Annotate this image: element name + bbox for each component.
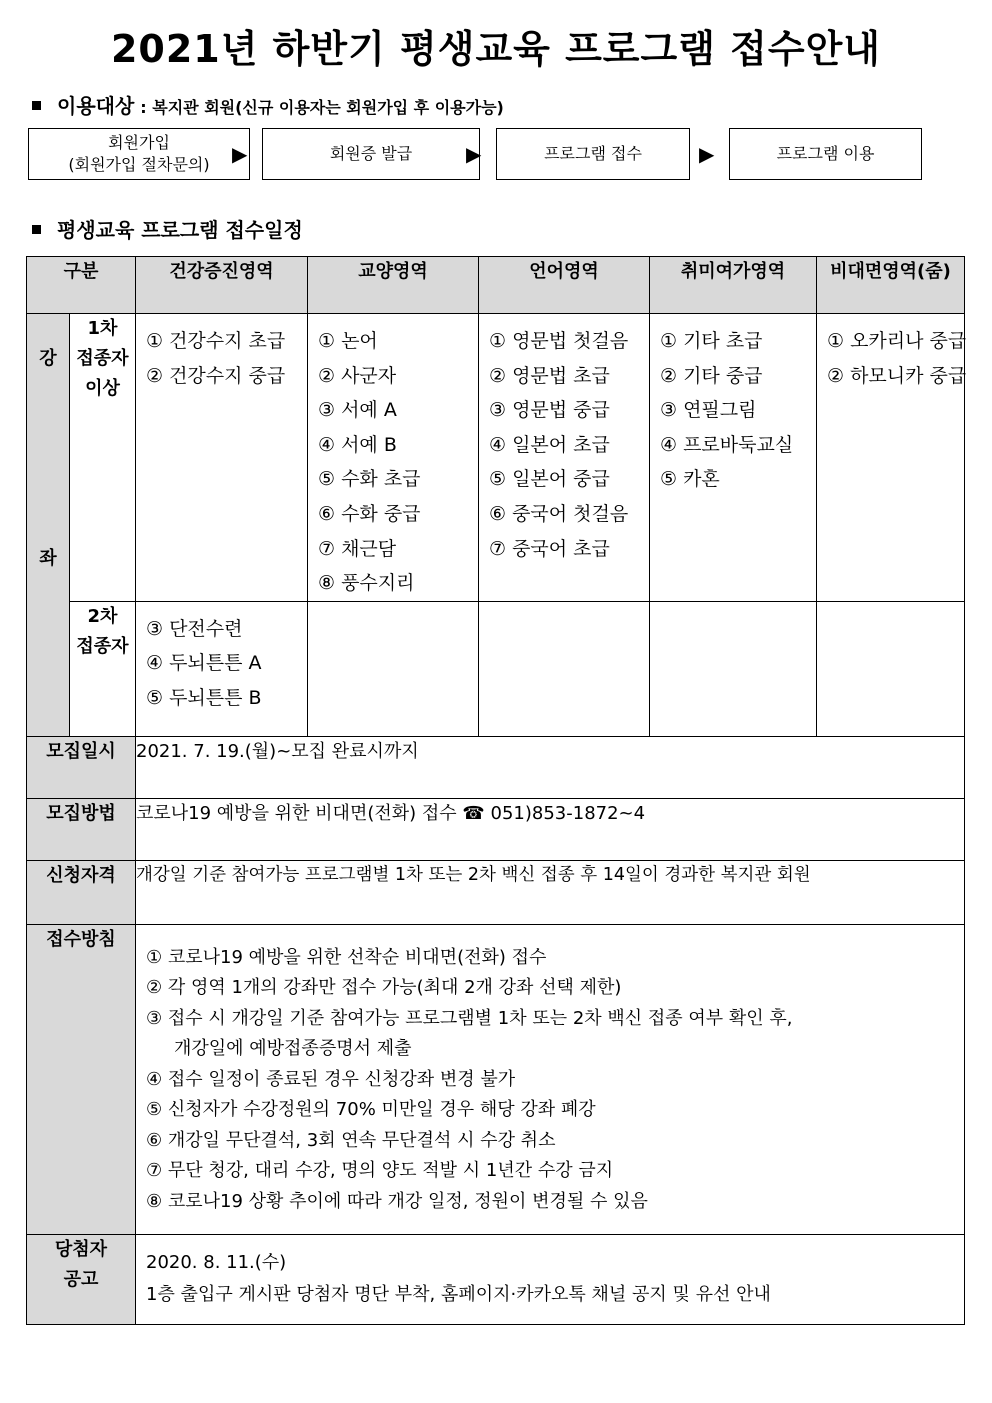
- flow-step-label: 회원증 발급: [329, 144, 413, 163]
- policy-item: ③ 접수 시 개강일 기준 참여가능 프로그램별 1차 또는 2차 백신 접종 여부 확인 후,: [146, 1007, 793, 1029]
- policy-item: ⑥ 개강일 무단결석, 3회 연속 무단결석 시 수강 취소: [146, 1129, 556, 1151]
- policy-label: 접수방침: [27, 924, 136, 1234]
- qualification-label: 신청자격: [27, 860, 136, 924]
- winner-cell: [136, 1234, 965, 1324]
- policy-item: ⑧ 코로나19 상황 추이에 따라 개강 일정, 정원이 변경될 수 있음: [146, 1190, 648, 1212]
- course-item: ⑤ 일본어 중급: [489, 468, 610, 491]
- round1-online-cell: [817, 314, 965, 602]
- arrow-right-icon: ▶: [699, 142, 715, 166]
- policy-item: ② 각 영역 1개의 강좌만 접수 가능(최대 2개 강좌 선택 제한): [146, 977, 622, 999]
- table-row-qualification: [27, 860, 965, 924]
- course-item: ④ 일본어 초급: [489, 433, 610, 456]
- course-list: [136, 314, 307, 393]
- flow-step-label: 회원가입: [108, 133, 170, 152]
- course-item: ⑦ 채근담: [318, 537, 397, 560]
- winner-desc: 1층 출입구 게시판 당첨자 명단 부착, 홈페이지·카카오톡 채널 공지 및 유선 안내: [146, 1284, 771, 1306]
- round1-label: [70, 314, 136, 602]
- schedule-section: [32, 214, 303, 243]
- course-item: ⑧ 풍수지리: [318, 572, 415, 595]
- round2-label-line: 2차: [87, 605, 118, 627]
- schedule-table: [26, 256, 965, 1325]
- table-row-period: [27, 736, 965, 798]
- policy-list: [136, 925, 964, 1218]
- course-list: [136, 602, 307, 716]
- target-section: [32, 90, 504, 119]
- flow-step-label: 프로그램 접수: [544, 144, 642, 163]
- course-list: [308, 314, 478, 601]
- course-list: [650, 602, 816, 612]
- table-row-winner: [27, 1234, 965, 1324]
- schedule-heading: 평생교육 프로그램 접수일정: [57, 218, 303, 242]
- course-group-label: [27, 314, 70, 737]
- square-bullet-icon: [32, 225, 41, 234]
- round1-label-line: 접종자: [76, 348, 129, 369]
- header-health: 건강증진영역: [136, 257, 308, 314]
- round1-culture-cell: [308, 314, 479, 602]
- course-list: [479, 602, 649, 612]
- course-item: ⑤ 수화 초급: [318, 468, 421, 491]
- course-item: ② 기타 중급: [660, 364, 763, 387]
- round1-hobby-cell: [650, 314, 817, 602]
- table-row-round1: [27, 314, 965, 602]
- course-item: ⑥ 수화 중급: [318, 502, 421, 525]
- policy-item: ⑤ 신청자가 수강정원의 70% 미만일 경우 해당 강좌 폐강: [146, 1099, 596, 1121]
- round1-language-cell: [479, 314, 650, 602]
- page-title: 2021년 하반기 평생교육 프로그램 접수안내: [110, 27, 881, 71]
- course-item: ③ 단전수련: [146, 617, 243, 640]
- flow-step-use: [729, 128, 922, 180]
- header-category: 구분: [27, 257, 136, 314]
- course-list: [817, 314, 967, 393]
- header-language: 언어영역: [479, 257, 650, 314]
- winner-label-line: 당첨자: [54, 1238, 108, 1260]
- arrow-right-icon: ▶: [466, 142, 482, 166]
- round2-label: [70, 601, 136, 736]
- period-label: 모집일시: [27, 736, 136, 798]
- course-item: ② 사군자: [318, 364, 397, 387]
- course-item: ① 오카리나 중급: [827, 330, 967, 352]
- arrow-right-icon: ▶: [232, 142, 248, 166]
- course-item: ⑦ 중국어 초급: [489, 537, 610, 560]
- round1-label-line: 1차: [87, 318, 118, 339]
- round2-language-cell: [479, 601, 650, 736]
- course-item: ② 영문법 초급: [489, 364, 610, 387]
- course-item: ① 논어: [318, 330, 378, 352]
- course-item: ③ 연필그림: [660, 399, 757, 422]
- course-item: ③ 영문법 중급: [489, 399, 610, 422]
- course-item: ① 기타 초급: [660, 330, 763, 352]
- table-row-method: [27, 798, 965, 860]
- course-list: [479, 314, 649, 566]
- round2-health-cell: [136, 601, 308, 736]
- round2-hobby-cell: [650, 601, 817, 736]
- winner-label-line: 공고: [63, 1268, 99, 1290]
- course-item: ② 하모니카 중급: [827, 364, 967, 387]
- method-value: 코로나19 예방을 위한 비대면(전화) 접수 ☎ 051)853-1872~4: [136, 798, 965, 860]
- table-header-row: [27, 257, 965, 314]
- table-row-round2: [27, 601, 965, 736]
- policy-item: ⑦ 무단 청강, 대리 수강, 명의 양도 적발 시 1년간 수강 금지: [146, 1160, 614, 1182]
- policy-cell: [136, 924, 965, 1234]
- target-desc: : 복지관 회원(신규 이용자는 회원가입 후 이용가능): [140, 98, 504, 117]
- round2-culture-cell: [308, 601, 479, 736]
- course-item: ⑤ 카혼: [660, 468, 720, 491]
- course-item: ① 건강수지 초급: [146, 330, 286, 352]
- course-list: [308, 602, 478, 612]
- round2-online-cell: [817, 601, 965, 736]
- course-list: [817, 602, 964, 612]
- course-list: [650, 314, 816, 497]
- winner-label: [27, 1234, 136, 1324]
- flow-step-register: [496, 128, 690, 180]
- course-item: ③ 서예 A: [318, 399, 397, 422]
- method-label: 모집방법: [27, 798, 136, 860]
- target-heading: 이용대상: [57, 94, 135, 118]
- course-item: ② 건강수지 중급: [146, 364, 286, 387]
- flow-step-signup: [28, 128, 250, 180]
- round1-label-line: 이상: [85, 378, 120, 399]
- round1-health-cell: [136, 314, 308, 602]
- course-item: ⑥ 중국어 첫걸음: [489, 502, 629, 525]
- course-group-label-top: 강: [39, 348, 57, 369]
- policy-item: ① 코로나19 예방을 위한 선착순 비대면(전화) 접수: [146, 946, 547, 968]
- header-online: 비대면영역(줌): [817, 257, 965, 314]
- course-group-label-bottom: 좌: [39, 548, 57, 569]
- square-bullet-icon: [32, 101, 41, 110]
- course-item: ⑤ 두뇌튼튼 B: [146, 686, 262, 709]
- winner-date: 2020. 8. 11.(수): [146, 1252, 287, 1274]
- qualification-value: 개강일 기준 참여가능 프로그램별 1차 또는 2차 백신 접종 후 14일이 경과한 복지관 회원: [136, 860, 965, 924]
- flow-step-card: [262, 128, 480, 180]
- header-hobby: 취미여가영역: [650, 257, 817, 314]
- table-row-policy: [27, 924, 965, 1234]
- course-item: ④ 프로바둑교실: [660, 433, 794, 456]
- header-culture: 교양영역: [308, 257, 479, 314]
- course-item: ④ 서예 B: [318, 433, 397, 456]
- period-value: 2021. 7. 19.(월)~모집 완료시까지: [136, 736, 965, 798]
- round2-label-line: 접종자: [76, 635, 129, 657]
- course-item: ① 영문법 첫걸음: [489, 330, 629, 352]
- flow-step-label: 프로그램 이용: [776, 144, 875, 163]
- flow-step-sublabel: (회원가입 절차문의): [68, 155, 210, 174]
- course-item: ④ 두뇌튼튼 A: [146, 652, 262, 675]
- policy-item: ④ 접수 일정이 종료된 경우 신청강좌 변경 불가: [146, 1068, 516, 1090]
- policy-item-continued: 개강일에 예방접종증명서 제출: [174, 1038, 412, 1060]
